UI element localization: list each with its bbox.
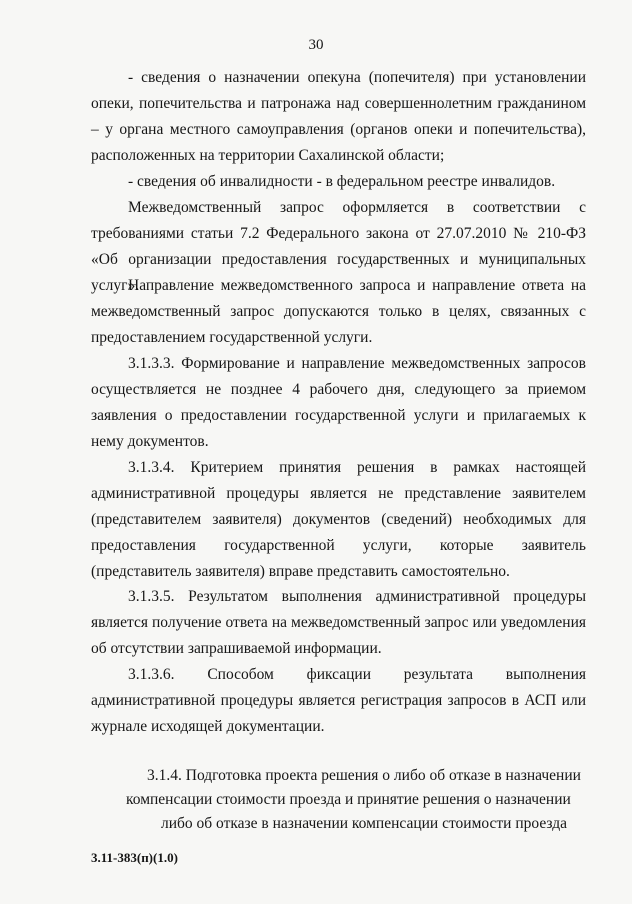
body-text-3133 — [91, 351, 586, 455]
section-heading-line-1: 3.1.4. Подготовка проекта решения о либо об отказе в назначении — [147, 767, 581, 784]
section-heading-line-3: либо об отказе в назначении компенсации стоимости проезда — [161, 815, 568, 832]
body-text — [91, 65, 586, 195]
paragraph-3-1-3-6: 3.1.3.6. Способом фиксации результата выполнения административной процедуры является регистрация запросов в АСП или журнале исходящей документации. — [91, 666, 586, 735]
body-text-direction — [91, 273, 586, 351]
document-code: 3.11-383(п)(1.0) — [91, 850, 178, 865]
paragraph-disability-info: - сведения об инвалидности - в федеральном реестре инвалидов. — [128, 173, 556, 190]
paragraph-guardian-info: - сведения о назначении опекуна (попечителя) при установлении опеки, попечительства и патронажа над совершеннолетним гражданином – у органа местного самоуправления (органов опеки и попечительства), расположенных на территории Сахалинской области; — [91, 69, 586, 164]
paragraph-3-1-3-4: 3.1.3.4. Критерием принятия решения в рамках настоящей административной процедуры является не представление заявителем (представителем заявителя) документов (сведений) необходимых для предоставления государственной услуги, которые заявитель (представитель заявителя) вправе представить самостоятельно. — [91, 459, 586, 580]
body-text-3134 — [91, 455, 586, 585]
body-text-3136 — [91, 662, 586, 740]
section-heading — [60, 764, 632, 844]
paragraph-3-1-3-5: 3.1.3.5. Результатом выполнения административной процедуры является получение ответа на межведомственный запрос или уведомления об отсутствии запрашиваемой информации. — [91, 588, 586, 657]
paragraph-interagency-request: Межведомственный запрос оформляется в соответствии с требованиями статьи 7.2 Федерального закона от 27.07.2010 № 210-ФЗ «Об организации предоставления государственных и муниципальных услуг». — [91, 199, 586, 294]
paragraph-3-1-3-3: 3.1.3.3. Формирование и направление межведомственных запросов осуществляется не позднее 4 рабочего дня, следующего за приемом заявления о предоставлении государственной услуги и прилагаемых к нему документов. — [91, 355, 586, 450]
page-number: 30 — [308, 37, 324, 53]
section-heading-line-2: компенсации стоимости проезда и принятие решения о назначении — [126, 791, 571, 808]
body-text-3135 — [91, 584, 586, 662]
paragraph-request-direction: Направление межведомственного запроса и направление ответа на межведомственный запрос допускаются только в целях, связанных с предоставлением государственной услуги. — [91, 277, 586, 346]
